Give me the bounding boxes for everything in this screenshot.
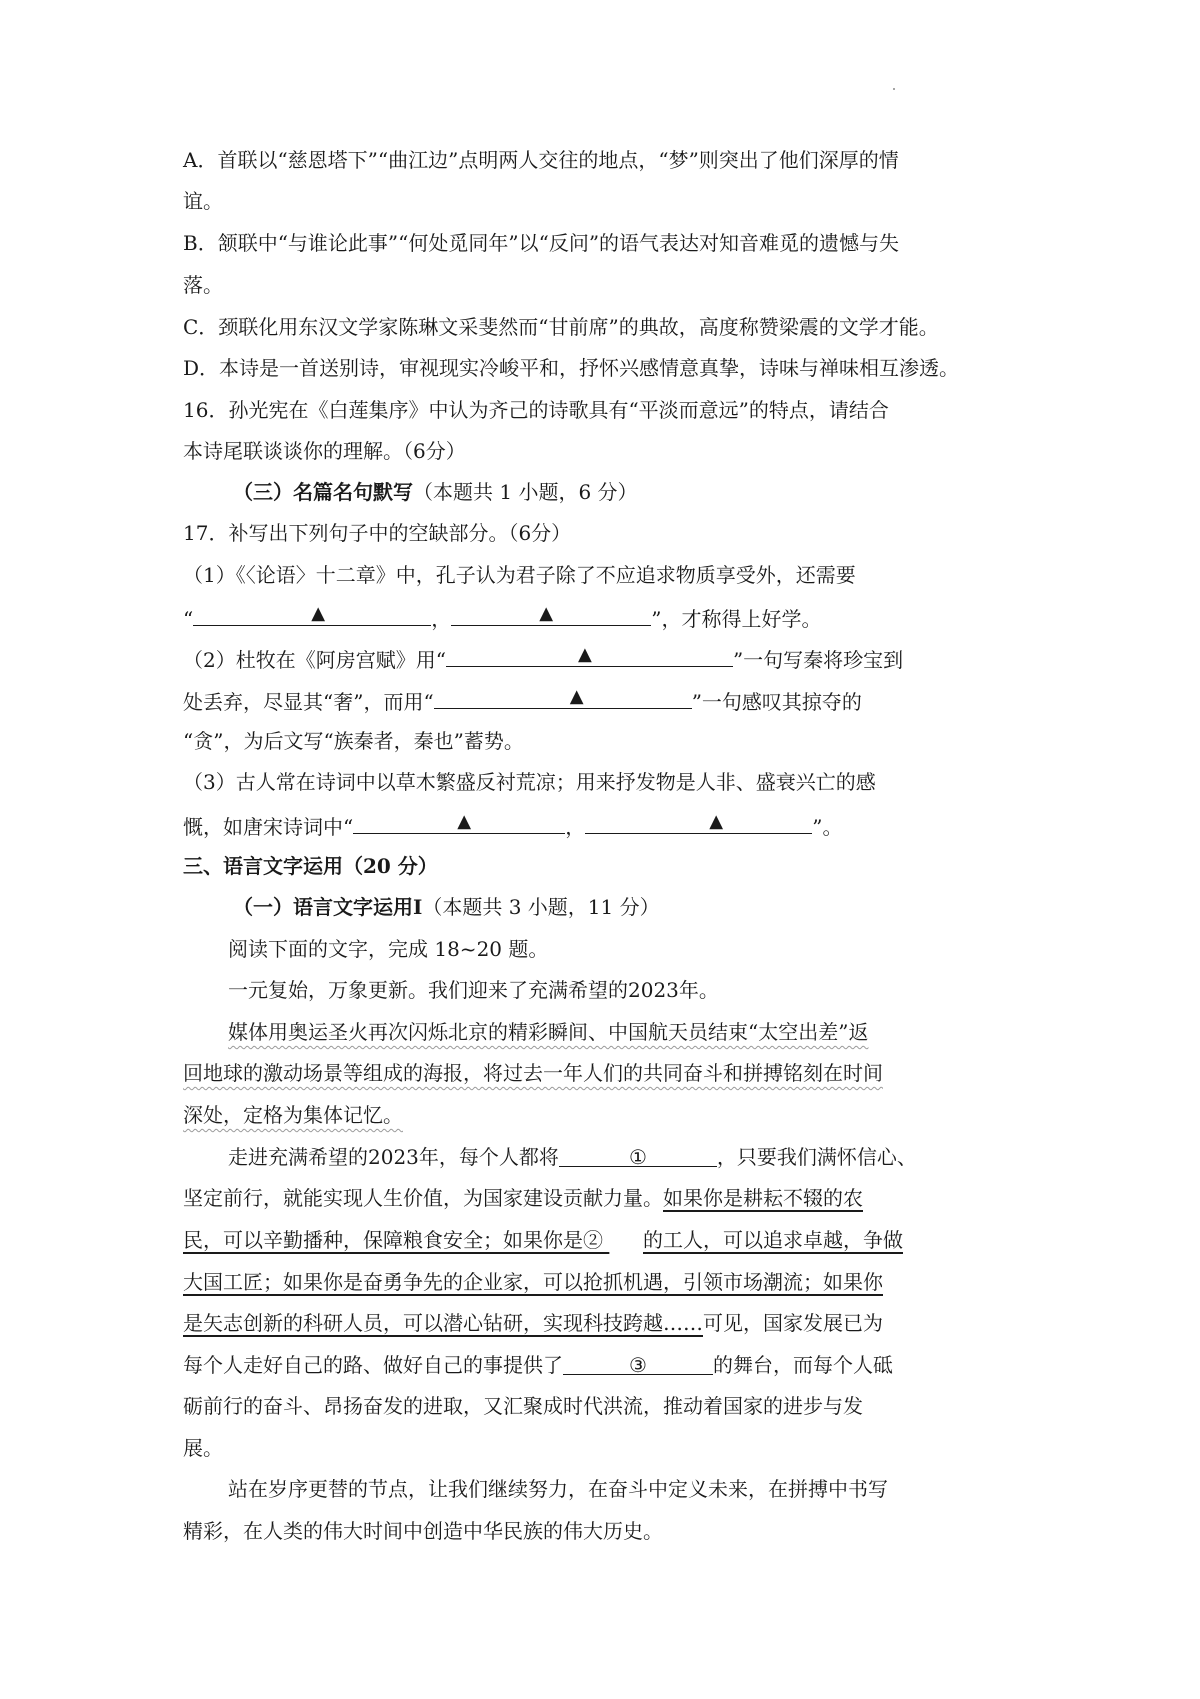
blank-marker-icon: ▲ [569,686,584,707]
passage-blank-3[interactable] [563,1352,713,1375]
passage-p1: 一元复始，万象更新。我们迎来了充满希望的2023年。 [228,978,719,1002]
option-a-line1: A．首联以“慈恩塔下”“曲江边”点明两人交往的地点，“梦”则突出了他们深厚的情 [183,148,899,172]
line-end: 的舞台，而每个人砥 [713,1353,893,1377]
line-start: 走进充满希望的2023年，每个人都将 [228,1145,559,1169]
blank-marker-icon: ▲ [539,603,554,624]
line-end: ”一句写秦将珍宝到 [732,648,904,672]
comma: ， [431,607,452,631]
blank-marker-icon: ▲ [577,644,592,665]
blank-number: ③ [629,1353,647,1377]
answer-blank-1[interactable] [193,603,431,626]
passage-p2-line2 [183,1060,883,1086]
subsection-1-note: （本题共 3 小题，11 分） [422,895,660,919]
underlined-text: 大国工匠；如果你是奋勇争先的企业家，可以抢抓机遇，引领市场潮流；如果你 [183,1270,883,1294]
subsection-1-header [233,894,660,920]
q17-part2-line2 [183,686,862,715]
q17-part2-line1 [183,644,903,673]
blank-marker-icon: ▲ [311,603,326,624]
answer-blank-2[interactable] [451,603,651,626]
passage-p3-line5 [183,1310,883,1336]
section-3-title: （三）名篇名句默写 [233,480,413,504]
q17-part2-line3: “贪”，为后文写“族秦者，秦也”蓄势。 [183,729,524,753]
blank-number: ① [628,1145,647,1169]
passage-p3-line7: 砺前行的奋斗、昂扬奋发的进取，又汇聚成时代洪流，推动着国家的进步与发 [183,1394,863,1418]
open-quote: “ [183,607,194,631]
passage-p3-line1 [228,1144,917,1170]
blank-marker-icon: ▲ [709,811,724,832]
option-b-line2: 落。 [183,273,223,297]
passage-p3-line3 [183,1227,903,1253]
wavy-underlined-text: 媒体用奥运圣火再次闪烁北京的精彩瞬间、中国航天员结束“太空出差”返 [228,1020,869,1044]
section-3-header [233,479,638,505]
q17-part1-line1: （1）《〈论语〉十二章》中，孔子认为君子除了不应追求物质享受外，还需要 [183,563,856,587]
q17-part1-line2 [183,603,821,632]
section-3-note: （本题共 1 小题，6 分） [413,480,638,504]
plain-text: 坚定前行，就能实现人生价值，为国家建设贡献力量。 [183,1186,663,1210]
part-3-title: 三、语言文字运用（20 分） [183,854,438,878]
answer-blank-4[interactable] [434,686,692,709]
answer-blank-3[interactable] [446,644,733,667]
option-d: D．本诗是一首送别诗，审视现实冷峻平和，抒怀兴感情意真挚，诗味与禅味相互渗透。 [183,356,960,380]
question-16-line2: 本诗尾联谈谈你的理解。（6分） [183,439,466,463]
line-start: （2）杜牧在《阿房宫赋》用“ [183,648,446,672]
subsection-1-title: （一）语言文字运用Ⅰ [233,895,423,919]
underlined-text: 的工人，可以追求卓越，争做 [643,1228,903,1252]
line-end: ，只要我们满怀信心、 [716,1145,917,1169]
passage-p4-line1: 站在岁序更替的节点，让我们继续努力，在奋斗中定义未来，在拼搏中书写 [228,1477,888,1501]
q17-part3-line2 [183,811,842,840]
underlined-text: 如果你是耕耘不辍的农 [663,1186,863,1210]
line-end: ”一句感叹其掠夺的 [691,690,862,714]
passage-p2-line1 [228,1019,868,1045]
option-b-line1: B．颔联中“与谁论此事”“何处觅同年”以“反问”的语气表达对知音难觅的遗憾与失 [183,231,900,255]
question-17-intro: 17．补写出下列句子中的空缺部分。（6分） [183,521,572,545]
passage-p2-line3 [183,1102,403,1128]
reading-instruction: 阅读下面的文字，完成 18~20 题。 [228,937,549,961]
q17-part3-line1: （3）古人常在诗词中以草木繁盛反衬荒凉；用来抒发物是人非、盛衰兴亡的感 [183,770,876,794]
underlined-text: 是矢志创新的科研人员，可以潜心钻研，实现科技跨越…… [183,1311,703,1335]
passage-p3-line2 [183,1185,863,1211]
underlined-text: 民，可以辛勤播种，保障粮食安全；如果你是② [183,1228,603,1252]
answer-blank-5[interactable] [353,811,565,834]
line-start: 慨，如唐宋诗词中“ [183,815,354,839]
passage-blank-1[interactable] [559,1144,717,1167]
line-start: 每个人走好自己的路、做好自己的事提供了 [183,1353,563,1377]
passage-p4-line2: 精彩，在人类的伟大时间中创造中华民族的伟大历史。 [183,1519,663,1543]
passage-blank-2[interactable] [603,1227,643,1253]
line-start: 处丢弃，尽显其“奢”，而用“ [183,690,434,714]
comma: ， [565,815,586,839]
passage-p3-line4 [183,1269,883,1295]
scan-speck [893,88,895,90]
wavy-underlined-text: 深处，定格为集体记忆。 [183,1103,403,1127]
answer-blank-6[interactable] [585,811,812,834]
plain-text: 可见，国家发展已为 [703,1311,883,1335]
line-end: ”。 [812,815,843,839]
line-end: ”，才称得上好学。 [651,607,822,631]
wavy-underlined-text: 回地球的激动场景等组成的海报，将过去一年人们的共同奋斗和拼搏铭刻在时间 [183,1061,883,1085]
passage-p3-line6 [183,1352,893,1378]
question-16-line1: 16．孙光宪在《白莲集序》中认为齐己的诗歌具有“平淡而意远”的特点，请结合 [183,398,889,422]
option-c: C．颈联化用东汉文学家陈琳文采斐然而“甘前席”的典故，高度称赞梁震的文学才能。 [183,315,939,339]
blank-marker-icon: ▲ [457,811,472,832]
option-a-line2: 谊。 [183,189,223,213]
passage-p3-line8: 展。 [183,1436,223,1460]
